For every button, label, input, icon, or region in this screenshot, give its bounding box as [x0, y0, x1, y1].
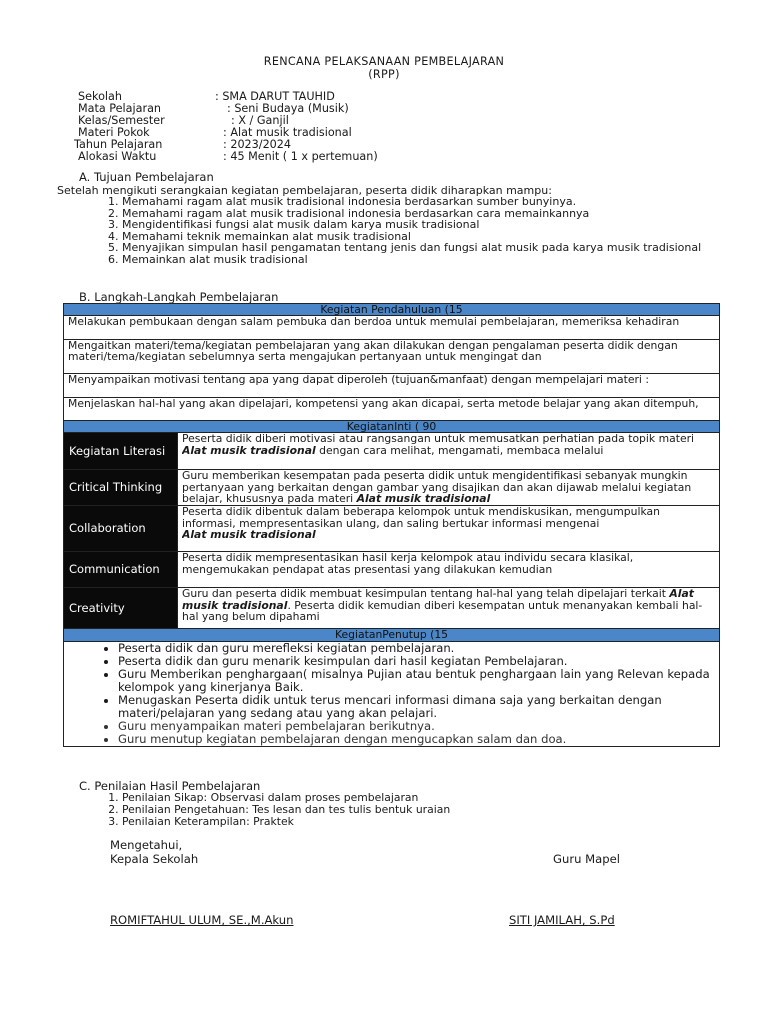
- objectives-list: [98, 196, 732, 265]
- table-row: [64, 374, 720, 398]
- list-item: 6. Memainkan alat musik tradisional: [122, 254, 732, 266]
- identity-value-year: : 2023/2024: [223, 138, 292, 151]
- list-item: 3. Penilaian Keterampilan: Praktek: [122, 816, 622, 828]
- table-row: [178, 552, 720, 588]
- identity-value-class: : X / Ganjil: [231, 114, 289, 127]
- identity-value-time: : 45 Menit ( 1 x pertemuan): [223, 150, 378, 163]
- closing-activities-cell: [64, 641, 720, 746]
- activity-label-creativity: Creativity: [64, 588, 178, 629]
- list-item: 1. Penilaian Sikap: Observasi dalam proses pembelajaran: [122, 792, 622, 804]
- activity-text-communication: [182, 552, 715, 587]
- activity-text-literasi: [182, 433, 715, 469]
- italic-term: Alat musik tradisional: [182, 443, 316, 457]
- row-text: Melakukan pembukaan dengan salam pembuka dan berdoa untuk memulai pembelajaran, memeriksa kehadiran: [68, 316, 680, 329]
- table-row: [64, 340, 720, 374]
- assessment-list: [98, 792, 622, 828]
- list-item: 5. Menyajikan simpulan hasil pengamatan tentang jenis dan fungsi alat musik pada karya musik tradisional: [122, 242, 732, 254]
- section-a-intro: Setelah mengikuti serangkaian kegiatan pembelajaran, peserta didik diharapkan mampu:: [57, 184, 552, 197]
- text-part: Guru memberikan kesempatan pada peserta didik untuk mengidentifikasi sebanyak mungkin: [182, 470, 688, 483]
- section-b-heading: B. Langkah-Langkah Pembelajaran: [79, 290, 279, 304]
- text-part: Peserta didik mempresentasikan hasil kerja kelompok atau individu secara klasikal,: [182, 552, 634, 565]
- activity-label-collaboration: Collaboration: [64, 506, 178, 552]
- text-part: pertanyaan yang berkaitan dengan gambar yang disajikan dan akan dijawab melalui kegiatan belajar, khususnya pada materi: [182, 480, 692, 505]
- italic-term: Alat musik tradisional: [182, 527, 316, 541]
- table-row: [178, 433, 720, 470]
- text-part: dengan cara melihat, mengamati, membaca melalui: [315, 443, 604, 457]
- list-item: • Menugaskan Peserta didik untuk terus mencari informasi dimana saja yang berkaitan dengan materi/pelajaran yang sedang atau yang akan pelajari.: [118, 694, 715, 720]
- list-item: 1. Memahami ragam alat musik tradisional indonesia berdasarkan sumber bunyinya.: [122, 196, 732, 208]
- activity-label-critical-thinking: Critical Thinking: [64, 470, 178, 506]
- section-c-heading: C. Penilaian Hasil Pembelajaran: [79, 779, 261, 793]
- list-item: 2. Memahami ragam alat musik tradisional indonesia berdasarkan cara memainkannya: [122, 208, 732, 220]
- list-item: • Guru menutup kegiatan pembelajaran dengan mengucapkan salam dan doa.: [118, 733, 715, 746]
- text-part: informasi, mempresentasikan ulang, dan saling bertukar informasi mengenai: [182, 516, 600, 530]
- activity-text-creativity: [182, 588, 715, 628]
- list-item: • Peserta didik dan guru merefleksi kegiatan pembelajaran.: [118, 642, 715, 655]
- activity-text-critical-thinking: [182, 470, 715, 505]
- row-text: Mengaitkan materi/tema/kegiatan pembelajaran yang akan dilakukan dengan pengalaman peserta didik dengan materi/tema/kegiatan sebelumnya serta mengajukan pertanyaan untuk mengingat dan: [68, 340, 678, 364]
- document-subtitle: (RPP): [368, 68, 400, 81]
- text-part: Peserta didik dibentuk dalam beberapa kelompok untuk mendiskusikan, mengumpulkan: [182, 506, 660, 519]
- text-part: Guru dan peserta didik membuat kesimpulan tentang hal-hal yang telah dipelajari terkait: [182, 588, 670, 601]
- identity-label-time: Alokasi Waktu: [78, 150, 157, 163]
- row-text: Menyampaikan motivasi tentang apa yang dapat diperoleh (tujuan&manfaat) dengan mempelajari materi :: [68, 374, 649, 387]
- learning-steps-table: [63, 303, 720, 747]
- teacher-name: SITI JAMILAH, S.Pd: [509, 913, 615, 927]
- teacher-title: Guru Mapel: [553, 852, 620, 866]
- table-row: [178, 506, 720, 552]
- text-part: mengemukakan pendapat atas presentasi yang dilakukan kemudian: [182, 562, 553, 576]
- activity-label-communication: Communication: [64, 552, 178, 588]
- identity-label-topic: Materi Pokok: [78, 126, 150, 139]
- list-item: • Peserta didik dan guru menarik kesimpulan dari hasil kegiatan Pembelajaran.: [118, 655, 715, 668]
- identity-value-subject: : Seni Budaya (Musik): [227, 102, 349, 115]
- list-item: 3. Mengidentifikasi fungsi alat musik dalam karya musik tradisional: [122, 219, 732, 231]
- document-title: RENCANA PELAKSANAAN PEMBELAJARAN: [263, 55, 505, 68]
- text-part: . Peserta didik kemudian diberi kesempatan untuk menanyakan kembali hal-hal yang belum dipahami: [182, 598, 703, 623]
- italic-term: Alat musik tradisional: [356, 491, 491, 505]
- activity-text-collaboration: [182, 506, 715, 551]
- list-item: • Guru menyampaikan materi pembelajaran berikutnya.: [118, 720, 715, 733]
- table-row: [178, 470, 720, 506]
- activity-label-literasi: Kegiatan Literasi: [64, 433, 178, 470]
- table-header-penutup: KegiatanPenutup (15: [64, 629, 720, 641]
- italic-term: Alat musik tradisional: [182, 588, 694, 612]
- principal-title: Kepala Sekolah: [110, 852, 199, 866]
- table-row: [178, 588, 720, 629]
- acknowledgement-label: Mengetahui,: [110, 838, 183, 852]
- list-item: • Guru Memberikan penghargaan( misalnya Pujian atau bentuk penghargaan lain yang Relevan kepada kelompok yang kinerjanya Baik.: [118, 668, 715, 694]
- section-a-heading: A. Tujuan Pembelajaran: [79, 170, 214, 184]
- table-header-inti: KegiatanInti ( 90: [64, 421, 720, 433]
- principal-name: ROMIFTAHUL ULUM, SE.,M.Akun: [110, 913, 294, 927]
- identity-label-school: Sekolah: [78, 90, 122, 103]
- row-text: Menjelaskan hal-hal yang akan dipelajari, kompetensi yang akan dicapai, serta metode belajar yang akan ditempuh,: [68, 398, 699, 411]
- table-row: [64, 398, 720, 421]
- text-part: Peserta didik diberi motivasi atau rangsangan untuk memusatkan perhatian pada topik materi: [182, 433, 695, 446]
- identity-label-class: Kelas/Semester: [78, 114, 165, 127]
- table-header-pendahuluan: Kegiatan Pendahuluan (15: [64, 304, 720, 316]
- closing-activities-list: [68, 642, 715, 746]
- identity-value-topic: : Alat musik tradisional: [223, 126, 352, 139]
- identity-label-subject: Mata Pelajaran: [78, 102, 162, 115]
- identity-value-school: : SMA DARUT TAUHID: [215, 90, 335, 103]
- table-row: [64, 316, 720, 340]
- list-item: 4. Memahami teknik memainkan alat musik tradisional: [122, 231, 732, 243]
- list-item: 2. Penilaian Pengetahuan: Tes lesan dan tes tulis bentuk uraian: [122, 804, 622, 816]
- identity-label-year: Tahun Pelajaran: [74, 138, 163, 151]
